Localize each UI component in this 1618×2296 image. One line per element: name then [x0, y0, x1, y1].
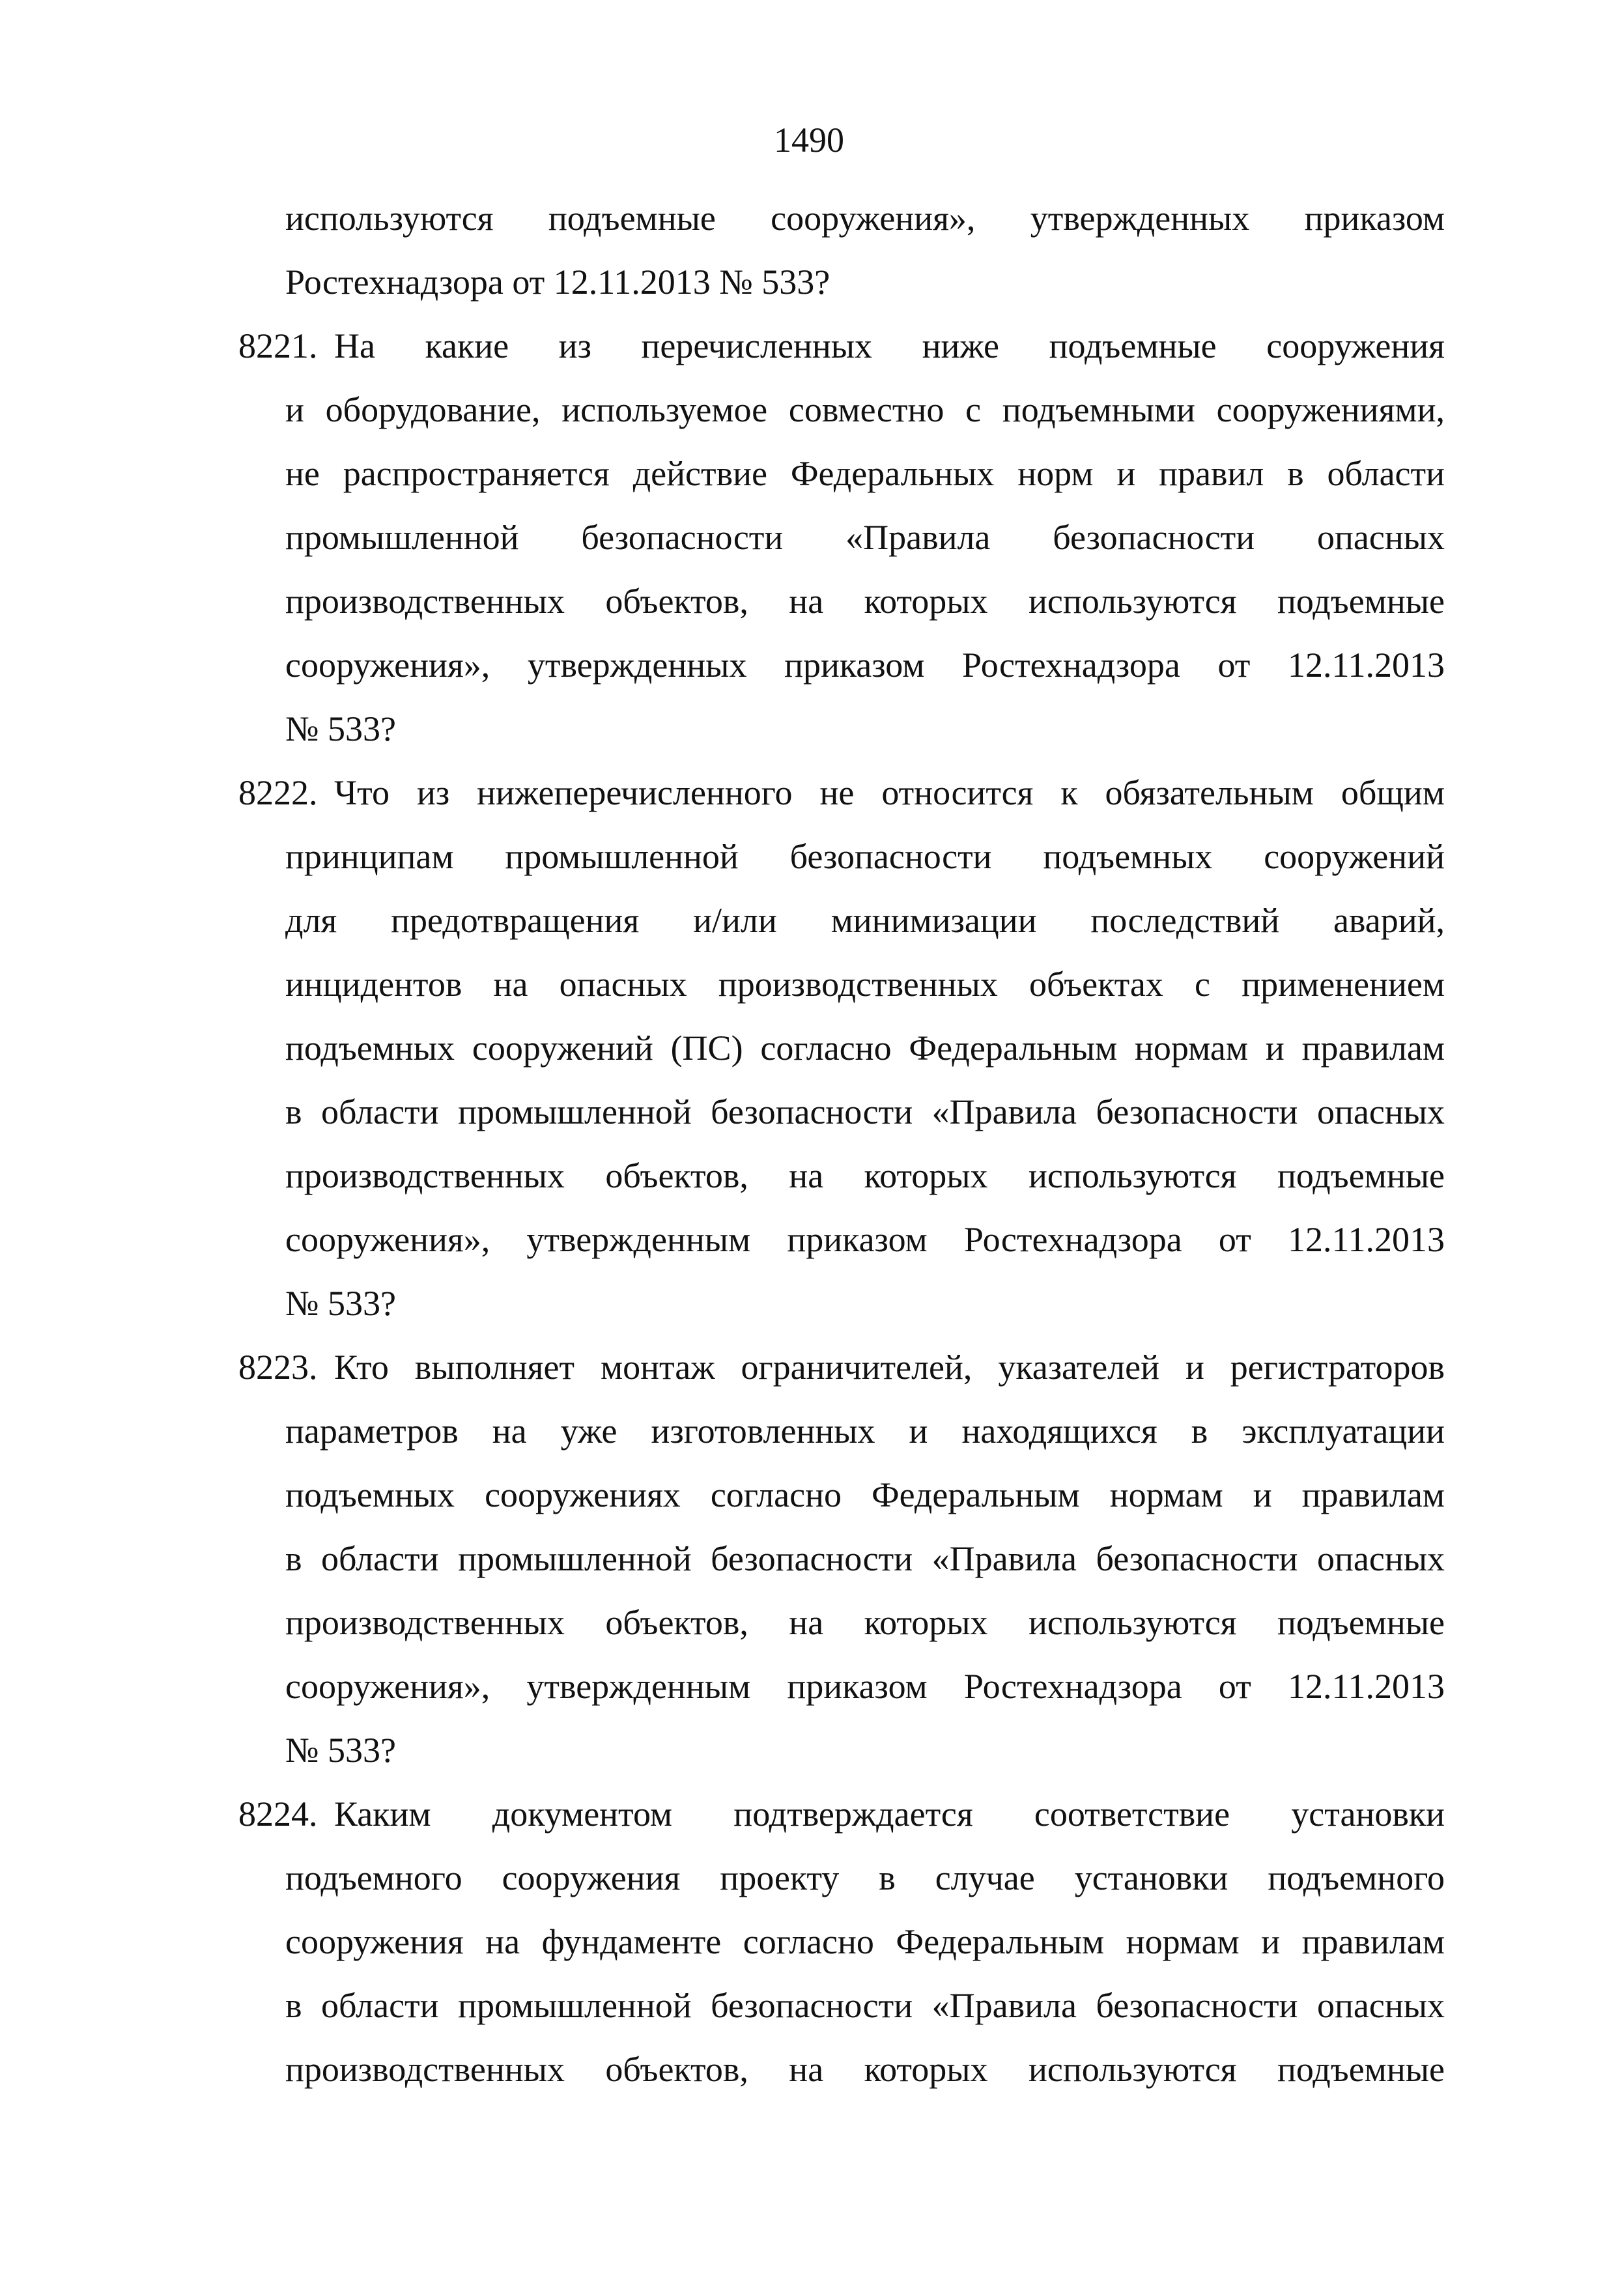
text-line: производственных объектов, на которых используются подъемные [285, 2050, 1445, 2089]
page-number: 1490 [774, 120, 844, 160]
question-number: 8221. [238, 326, 318, 365]
text-line: подъемного сооружения проекту в случае установки подъемного [285, 1858, 1445, 1897]
text-line: № 533? [285, 1731, 396, 1770]
text-line: в области промышленной безопасности «Правила безопасности опасных [285, 1539, 1445, 1578]
text-line: Что из нижеперечисленного не относится к обязательным общим [334, 773, 1445, 812]
text-line: сооружения», утвержденным приказом Ростехнадзора от 12.11.2013 [285, 1667, 1445, 1706]
text-line: промышленной безопасности «Правила безопасности опасных [285, 518, 1445, 557]
question-number: 8222. [238, 773, 318, 812]
text-line: сооружения», утвержденных приказом Ростехнадзора от 12.11.2013 [285, 645, 1445, 685]
text-line: Кто выполняет монтаж ограничителей, указателей и регистраторов [334, 1348, 1445, 1387]
text-line: в области промышленной безопасности «Правила безопасности опасных [285, 1092, 1445, 1131]
text-line: производственных объектов, на которых используются подъемные [285, 1156, 1445, 1195]
text-line: подъемных сооружений (ПС) согласно Федеральным нормам и правилам [285, 1028, 1445, 1068]
text-line: для предотвращения и/или минимизации последствий аварий, [285, 901, 1445, 940]
text-line: № 533? [285, 1284, 396, 1323]
text-line: Каким документом подтверждается соответствие установки [334, 1794, 1445, 1834]
text-line: принципам промышленной безопасности подъемных сооружений [285, 837, 1445, 876]
text-line: параметров на уже изготовленных и находящихся в эксплуатации [285, 1411, 1445, 1451]
text-line: № 533? [285, 709, 396, 748]
text-line: производственных объектов, на которых используются подъемные [285, 582, 1445, 621]
text-line: На какие из перечисленных ниже подъемные сооружения [334, 326, 1445, 365]
text-line: подъемных сооружениях согласно Федеральным нормам и правилам [285, 1475, 1445, 1514]
text-line: сооружения», утвержденным приказом Ростехнадзора от 12.11.2013 [285, 1220, 1445, 1259]
text-line: и оборудование, используемое совместно с подъемными сооружениями, [285, 390, 1445, 429]
text-line: не распространяется действие Федеральных норм и правил в области [285, 454, 1445, 493]
question-number: 8223. [238, 1348, 318, 1387]
text-line: в области промышленной безопасности «Правила безопасности опасных [285, 1986, 1445, 2025]
text-line: инцидентов на опасных производственных объектах с применением [285, 965, 1445, 1004]
text-line: сооружения на фундаменте согласно Федеральным нормам и правилам [285, 1922, 1445, 1961]
question-number: 8224. [238, 1794, 318, 1834]
text-line: используются подъемные сооружения», утвержденных приказом [285, 199, 1445, 238]
text-line: Ростехнадзора от 12.11.2013 № 533? [285, 262, 830, 302]
text-line: производственных объектов, на которых используются подъемные [285, 1603, 1445, 1642]
